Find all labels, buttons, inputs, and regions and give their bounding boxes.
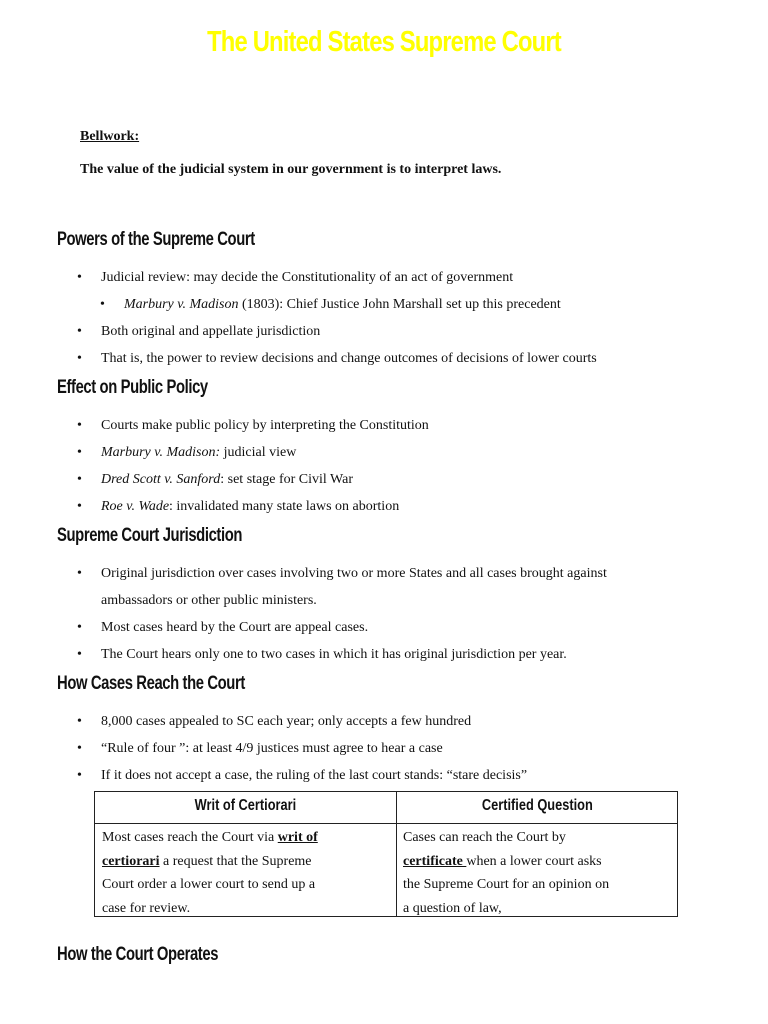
- heading-jurisdiction: Supreme Court Jurisdiction: [57, 525, 243, 546]
- list-item: • Marbury v. Madison (1803): Chief Justice John Marshall set up this precedent: [100, 297, 561, 312]
- list-item: • The Court hears only one to two cases in which it has original jurisdiction per year.: [77, 647, 567, 662]
- list-item: • Judicial review: may decide the Constitutionality of an act of government: [77, 270, 514, 285]
- bellwork-text: The value of the judicial system in our government is to interpret laws.: [80, 162, 502, 177]
- list-item: • Dred Scott v. Sanford: set stage for Civil War: [77, 472, 354, 487]
- list-item: • Courts make public policy by interpreting the Constitution: [77, 418, 429, 433]
- page-title: The United States Supreme Court: [207, 26, 561, 58]
- list-item: • That is, the power to review decisions and change outcomes of decisions of lower courts: [77, 351, 597, 366]
- table-cell-writ: Most cases reach the Court via writ of certiorari a request that the Supreme Court order a lower court to send up a case for review.: [102, 830, 318, 916]
- list-item: • Both original and appellate jurisdiction: [77, 324, 321, 339]
- case-routes-table: [94, 791, 678, 917]
- table-cell-certified: Cases can reach the Court by certificate when a lower court asks the Supreme Court for an opinion on a question of law,: [403, 830, 610, 916]
- list-item-continuation: ambassadors or other public ministers.: [101, 593, 317, 608]
- heading-cases-reach: How Cases Reach the Court: [57, 673, 245, 694]
- list-item: • Original jurisdiction over cases involving two or more States and all cases brought against: [77, 566, 607, 581]
- list-item: • If it does not accept a case, the ruling of the last court stands: “stare decisis”: [77, 768, 528, 783]
- heading-public-policy: Effect on Public Policy: [57, 377, 208, 398]
- list-item: • Roe v. Wade: invalidated many state laws on abortion: [77, 499, 400, 514]
- list-item: • Marbury v. Madison: judicial view: [77, 445, 297, 460]
- heading-court-operates: How the Court Operates: [57, 944, 219, 965]
- table-header-certified: Certified Question: [481, 797, 593, 814]
- list-item: • 8,000 cases appealed to SC each year; only accepts a few hundred: [77, 714, 472, 729]
- list-item: • “Rule of four ”: at least 4/9 justices must agree to hear a case: [77, 741, 443, 756]
- heading-powers: Powers of the Supreme Court: [57, 229, 255, 250]
- table-header-writ: Writ of Certiorari: [194, 797, 297, 814]
- bellwork-label: Bellwork:: [80, 129, 140, 144]
- table-header-divider: [95, 823, 677, 824]
- table-column-divider: [396, 792, 397, 916]
- list-item: • Most cases heard by the Court are appeal cases.: [77, 620, 369, 635]
